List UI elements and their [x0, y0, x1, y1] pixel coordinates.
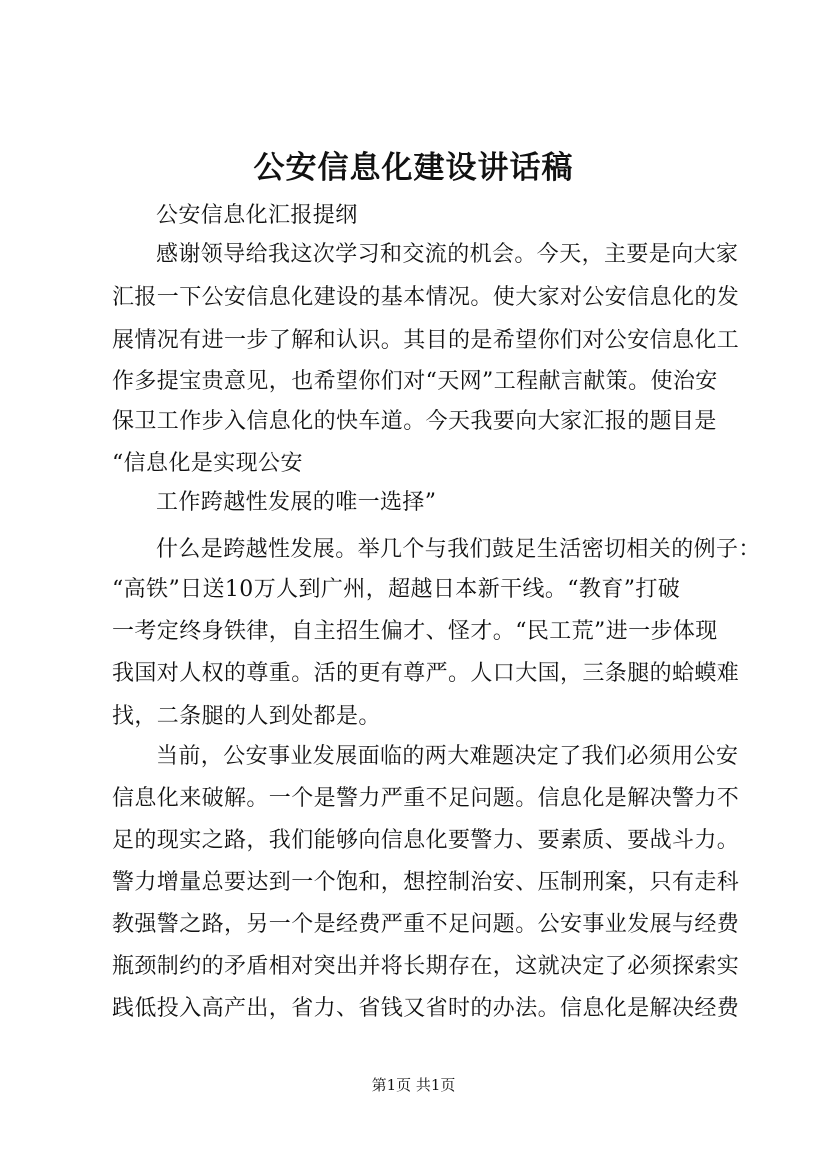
text-line: 践低投入高产出，省力、省钱又省时的办法。信息化是解决经费: [112, 996, 740, 1021]
text-line: 一考定终身铁律，自主招生偏才、怪才。“民工荒”进一步体现: [112, 619, 718, 644]
text-line: 展情况有进一步了解和认识。其目的是希望你们对公安信息化工: [112, 328, 740, 353]
page-footer: 第1页 共1页: [371, 1076, 456, 1094]
text-line: 什么是跨越性发展。举几个与我们鼓足生活密切相关的例子：: [156, 537, 761, 562]
document-title: 公安信息化建设讲话稿: [253, 150, 574, 186]
text-line: 瓶颈制约的矛盾相对突出并将长期存在，这就决定了必须探索实: [112, 954, 740, 979]
text-line: 警力增量总要达到一个饱和，想控制治安、压制刑案，只有走科: [112, 870, 740, 895]
subtitle-line: 公安信息化汇报提纲: [156, 203, 358, 228]
text-line: 作多提宝贵意见，也希望你们对“天网”工程献言献策。使治安: [112, 369, 718, 394]
text-line: 感谢领导给我这次学习和交流的机会。今天，主要是向大家: [156, 242, 739, 267]
text-line: 足的现实之路，我们能够向信息化要警力、要素质、要战斗力。: [112, 828, 740, 853]
text-line: 工作跨越性发展的唯一选择”: [156, 490, 437, 515]
text-line: 保卫工作步入信息化的快车道。今天我要向大家汇报的题目是: [112, 409, 717, 434]
text-line: “高铁”日送10万人到广州，超越日本新干线。“教育”打破: [112, 577, 681, 602]
text-line: 当前，公安事业发展面临的两大难题决定了我们必须用公安: [156, 744, 739, 769]
text-line: 教强警之路，另一个是经费严重不足问题。公安事业发展与经费: [112, 912, 740, 937]
text-line: 汇报一下公安信息化建设的基本情况。使大家对公安信息化的发: [112, 285, 740, 310]
text-line: 信息化来破解。一个是警力严重不足问题。信息化是解决警力不: [112, 786, 740, 811]
text-line: “信息化是实现公安: [112, 451, 303, 476]
text-line: 找，二条腿的人到处都是。: [112, 704, 381, 729]
text-line: 我国对人权的尊重。活的更有尊严。人口大国，三条腿的蛤蟆难: [112, 661, 740, 686]
